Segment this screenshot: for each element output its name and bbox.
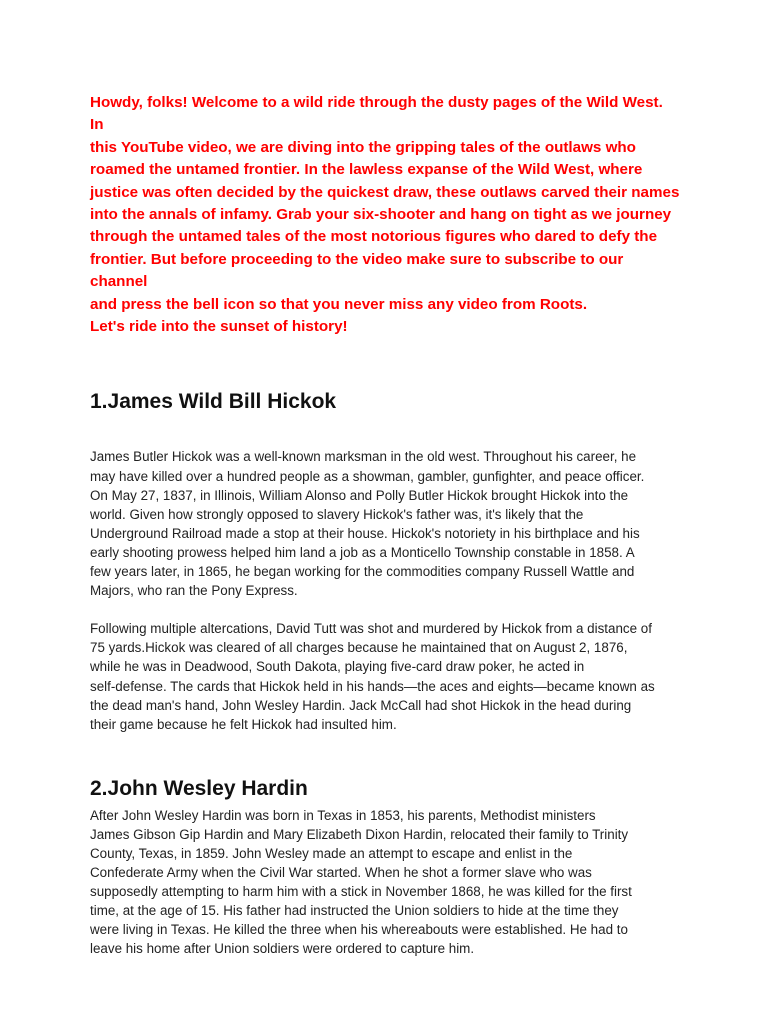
hickok-paragraph-2: Following multiple altercations, David Tutt was shot and murdered by Hickok from a distance of 75 yards.Hickok was cleared of all charges because he maintained that on August 2, 1876, while he was in Deadwood, South Dakota, playing five-card draw poker, he acted in self-defense. The cards that Hickok held in his hands—the aces and eights—became known as the dead man's hand, John Wesley Hardin. Jack McCall had shot Hickok in the head during their game because he felt Hickok had insulted him. [90, 621, 655, 732]
document-page [90, 92, 680, 959]
intro-paragraph: Howdy, folks! Welcome to a wild ride through the dusty pages of the Wild West. In this YouTube video, we are diving into the gripping tales of the outlaws who roamed the untamed frontier. In the lawless expanse of the Wild West, where justice was often decided by the quickest draw, these outlaws carved their names into the annals of infamy. Grab your six-shooter and hang on tight as we journey through the untamed tales of the most notorious figures who dared to defy the frontier. But before proceeding to the video make sure to subscribe to our channel and press the bell icon so that you never miss any video from Roots. Let's ride into the sunset of history! [90, 94, 680, 336]
hardin-paragraph-1: After John Wesley Hardin was born in Texas in 1853, his parents, Methodist ministers James Gibson Gip Hardin and Mary Elizabeth Dixon Hardin, relocated their family to Trinity County, Texas, in 1859. John Wesley made an attempt to escape and enlist in the Confederate Army when the Civil War started. When he shot a former slave who was supposedly attempting to harm him with a stick in November 1868, he was killed for the first time, at the age of 15. His father had instructed the Union soldiers to hide at the time they were living in Texas. He killed the three when his whereabouts were established. He had to leave his home after Union soldiers were ordered to capture him. [90, 807, 632, 957]
section-heading-hardin: 2.John Wesley Hardin [90, 776, 308, 800]
section-heading-hickok: 1.James Wild Bill Hickok [90, 390, 337, 414]
hickok-paragraph-1: James Butler Hickok was a well-known marksman in the old west. Throughout his career, he may have killed over a hundred people as a showman, gambler, gunfighter, and peace officer. On May 27, 1837, in Illinois, William Alonso and Polly Butler Hickok brought Hickok into the world. Given how strongly opposed to slavery Hickok's father was, it's likely that the Underground Railroad made a stop at their house. Hickok's notoriety in his birthplace and his early shooting prowess helped him land a job as a Monticello Township constable in 1858. A few years later, in 1865, he began working for the commodities company Russell Wattle and Majors, who ran the Pony Express. [90, 449, 645, 599]
